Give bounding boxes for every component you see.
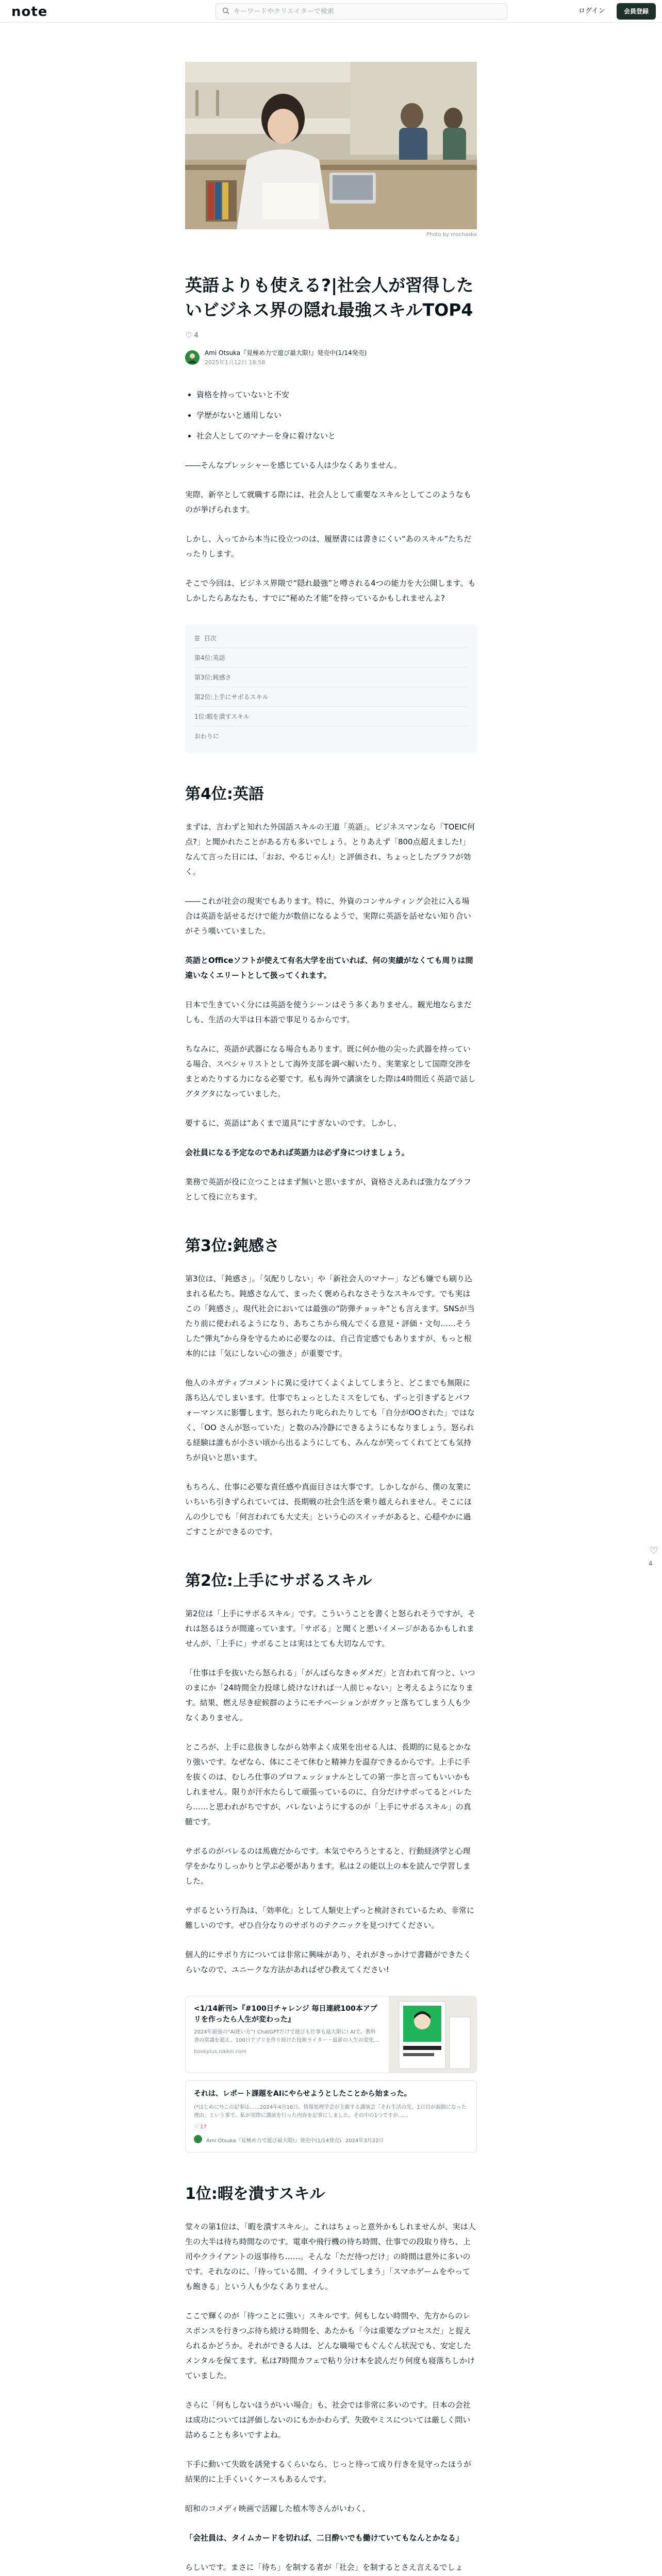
publish-date: 2025年1月12日 18:58 <box>205 359 266 366</box>
article-meta <box>185 331 477 340</box>
embed-card-desc: (*はじめに*)この記事は……2024年4月16日、情報処理学会が主催する講演会「それ生活の先、1日目が面倒になった理由」という事で、私が実際に講演を行った内容を記事にしました。その中の1つですが…… <box>194 2105 467 2119</box>
link-card-title[interactable]: <1/14新刊>『#100日チャレンジ 毎日連続100本アプリを作ったら人生が変わった』 <box>194 2005 377 2024</box>
paragraph: もちろん、仕事に必要な責任感や真面目さは大事です。しかしながら、僕の友業にいちいち引きずられていては、長期戦の社会生活を乗り越えられません。そこにほんの少しでも「何言われても大丈夫」という心のスイッチがあると、心穏やかに過ごすことができるのです。 <box>185 1482 472 1536</box>
like-button[interactable] <box>185 331 198 340</box>
paragraph: ところが、上手に息抜きしながら効率よく成果を出せる人は、長期的に見るとかなり強いです。なぜなら、体にこそて休むと精神力を温存できるからです。上手に手を抜くのは、むしろ仕事のプロフェッショナルとしての第一歩と言ってもいいかもしれません。限りが汗水たらして頑張っているのに、自分だけサボってるとバレたら……と思われがちですが、バレないようにするのが「上手にサボるスキル」の真髄です。 <box>185 1742 472 1826</box>
search-icon <box>222 7 229 16</box>
section-heading: 第2位:上手にサボるスキル <box>185 1572 372 1590</box>
author-name[interactable]: Ami Otsuka『見極め力で遊び最大限!』発売中(1/14発売) <box>205 349 367 357</box>
side-actions <box>650 1546 658 1556</box>
article-body <box>185 387 477 2576</box>
embed-card[interactable] <box>185 2080 477 2153</box>
link-card[interactable] <box>185 1996 477 2073</box>
paragraph: 日本で生きていく分には英語を使うシーンはそう多くありません。観光地ならまだしも、生活の大半は日本語で事足りるからです。 <box>185 1000 472 1024</box>
paragraph: ちなみに、英語が武器になる場合もあります。既に何か他の尖った武器を持っている場合、スペシャリストとして海外支部を調べ解いたり、実業家として国際交渉をまとめたりする力になる必要です。私も海外で講演をした際は4時間近く英語で話しグタグタになっていました。 <box>185 1044 476 1098</box>
bold-text: 英語とOfficeソフトが使えて有名大学を出ていれば、何の実績がなくても周りは間違いなくエリートとして扱ってくれます。 <box>185 956 473 980</box>
hero-image <box>185 62 477 229</box>
heart-icon: ♡ <box>185 331 192 340</box>
link-card-url: bookplus.nikkei.com <box>194 2049 247 2055</box>
link-card-desc: 2024年最強の“AI使い方”! ChatGPTだけで遊びも仕事も最大限に! AIで、教科書の常識を超え、100日アプリを作り続けた技術ライター・最新の人生の変化... <box>194 2029 379 2043</box>
paragraph: ――これが社会の現実でもあります。特に、外資のコンサルティング会社に入る場合は英語を話せるだけで能力が数倍になるようで、実際に英語を話せない知り合いがそう嘆いていました。 <box>185 896 471 936</box>
paragraph: 要するに、英語は“あくまで道具”にすぎないのです。しかし、 <box>185 1118 402 1128</box>
like-count: 4 <box>194 331 198 340</box>
paragraph: まずは、言わずと知れた外国語スキルの王道「英語」。ビジネスマンなら「TOEIC何点?」と聞かれたことがある方も多いでしょう。とりあえず「800点超えました!」なんて言った日には、「おお、やるじゃん!」と評価され、ちょっとしたブラフが効く。 <box>185 822 475 876</box>
paragraph: さらに「何もしないほうがいい場合」も、社会では非常に多いのです。日本の会社は成功については評価しないのにもかかわらず、失敗やミスについては厳しく問い詰めることも多いですよね。 <box>185 2400 471 2439</box>
list-item: • 学歴がないと通用しない <box>196 408 477 423</box>
paragraph: らしいです。まさに「待ち」を制する者が「社会」を制するとさえ言えるでしょ <box>185 2563 463 2572</box>
list-item: • 社会人としてのマナーを身に着けないと <box>196 428 477 444</box>
paragraph: 実際、新卒として就職する際には、社会人として重要なスキルとしてこのようなものが挙げられます。 <box>185 490 471 514</box>
paragraph: そこで今回は、ビジネス界隈で“隠れ最強”と噂される4つの能力を大公開します。もしかしたらあなたも、すでに“秘めた才能”を持っているかもしれませんよ? <box>185 579 476 603</box>
toc-toggle[interactable] <box>194 632 468 648</box>
embed-card-likes: ♡ 17 <box>194 2124 207 2130</box>
side-like-button[interactable] <box>650 1546 658 1556</box>
paragraph: ――そんなプレッシャーを感じている人は少なくありません。 <box>185 461 402 470</box>
author-row[interactable] <box>185 348 477 366</box>
embed-card-footer <box>194 2135 468 2145</box>
paragraph: 昭和のコメディ映画で活躍した植木等さんがいわく、 <box>185 2504 370 2513</box>
toc-item[interactable]: 第2位:上手にサボるスキル <box>194 687 468 706</box>
note-logo[interactable]: note <box>11 4 48 20</box>
avatar <box>194 2135 202 2145</box>
bold-text: 会社員になる予定なのであれば英語力は必ず身につけましょう。 <box>185 1148 409 1157</box>
pressure-list <box>185 387 477 444</box>
side-like-count: 4 <box>649 1560 653 1567</box>
site-header <box>0 0 662 23</box>
embed-card-date: 2024年3月22日 <box>345 2138 384 2144</box>
paragraph: 他人のネガティブコメントに異に受けてくよくよしてしまうと、どこまでも無限に落ち込んでしまいます。仕事でちょっとしたミスをしても、ずっと引きずるとパフォーマンスに影響します。怒られたり叱られたりしても「自分がOOされた」ではなく、「OO さんが怒っていた」と数のみ冷静にできるようにもなりましょう。怒られる経験は誰もが小さい頃から出るようにしても、みんなが笑ってくれてとても気持ちが良いと思います。 <box>185 1378 475 1462</box>
side-like-count-wrap <box>649 1558 653 1568</box>
paragraph: サボるのがバレるのは馬鹿だからです。本気でやろうとすると、行動経済学と心理学をかなりしっかりと学ぶ必要があります。私は２の能以上の本を読んで学習しました。 <box>185 1846 471 1886</box>
embed-card-title[interactable]: それは、レポート課題をAIにやらせようとしたことから始まった。 <box>194 2090 411 2098</box>
register-button[interactable]: 会員登録 <box>617 3 656 20</box>
paragraph: 業務で英語が役に立つことはまず無いと思いますが、資格さえあれば強力なブラフとして役に立ちます。 <box>185 1177 472 1201</box>
paragraph <box>185 953 477 983</box>
list-item: • 資格を持っていないと不安 <box>196 387 477 402</box>
paragraph: 「仕事は手を抜いたら怒られる」「がんばらなきゃダメだ」と言われて育つと、いつのまにか「24時間全力投球し続けなければ一人前じゃない」と考えるようになります。結果、燃え尽き症候群のようにモチベーションがガクッと落ちてしまう人も少なくありません。 <box>185 1668 475 1722</box>
article-title: 英語よりも使える?|社会人が習得したいビジネス界の隠れ最強スキルTOP4 <box>185 275 474 320</box>
paragraph: ここで輝くのが「待つことに強い」スキルです。何もしない時間や、先方からのレスポンスを行きつぶ待ち続ける時間を、あたかも「今は重要なプロセスだ」と捉えられるかどうか。それができる人は、どんな職場でもぐんぐん状況でも、安定したメンタルを保てます。私は7時間カフェで粘り分け本を読んだり何度も寝落ちしかけていました。 <box>185 2311 475 2380</box>
section-heading: 第3位:鈍感さ <box>185 1237 279 1255</box>
list-icon: ☰ <box>194 634 200 642</box>
paragraph: 堂々の第1位は、「暇を潰すスキル」。これはちょっと意外かもしれませんが、実は人生の大半は待ち時間なのです。電車や飛行機の待ち時間、仕事での段取り待ち、上司やクライアントの返事待ち……。そんな「ただ待つだけ」の時間は意外に多いのです。それなのに、「待っている間、イライラしてしまう」「スマホゲームをやっても飽きる」という人も少なくありません。 <box>185 2222 476 2291</box>
book-cover-image <box>389 1996 476 2073</box>
article <box>185 273 477 2576</box>
toc-head-label: 目次 <box>204 635 217 642</box>
toc-item[interactable]: おわりに <box>194 726 468 745</box>
paragraph: 第3位は、「鈍感さ」。「気配りしない」や「新社会人のマナー」なども嫌でも刷り込まれる私たち。鈍感さなんて、まったく褒められなさそうなスキルです。でも実はこの「鈍感さ」、現代社会においては最強の“防弾チョッキ”とも言えます。SNSが当たり前に使われるようになり、あちこちから飛んでくる意見・評価・文句……そうした“弾丸”から身を守るために必要なのは、自己肯定感でもありますが、もっと根本的には「気にしない心の強さ」が重要です。 <box>185 1274 475 1358</box>
search-input[interactable] <box>234 8 491 15</box>
paragraph: しかし、入ってから本当に役立つのは、履歴書には書きにくい“あのスキル”たちだったりします。 <box>185 534 472 558</box>
toc-item[interactable]: 第4位:英語 <box>194 648 468 667</box>
paragraph <box>185 2531 477 2546</box>
avatar[interactable] <box>185 350 200 365</box>
login-link[interactable]: ログイン <box>578 7 605 15</box>
paragraph: 下手に動いて失敗を誘発するくらいなら、じっと待って成り行きを見守ったほうが結果的に上手くいくケースもあるんです。 <box>185 2460 472 2484</box>
paragraph <box>185 1145 477 1160</box>
paragraph: 第2位は「上手にサボるスキル」です。こういうことを書くと怒られそうですが、それは怒るほうが間違っています。「サボる」と聞くと悪いイメージがあるかもしれませんが、「上手に」サボることは実はとても大切なんです。 <box>185 1609 476 1648</box>
photo-credit: Photo by mochaska <box>426 232 477 238</box>
heart-icon: ♡ <box>650 1546 658 1556</box>
toc-item[interactable]: 1位:暇を潰すスキル <box>194 706 468 726</box>
table-of-contents <box>185 624 477 753</box>
paragraph: 個人的にサボり方については非常に興味があり、それがきっかけで書籍ができたくらいなので、ユニークな方法があればぜひ教えてください! <box>185 1950 471 1974</box>
search-box[interactable] <box>216 3 507 20</box>
section-heading: 第4位:英語 <box>185 785 264 803</box>
embed-card-author: Ami Otsuka『見極め力で遊び最大限!』発売中(1/14発売) <box>206 2138 341 2144</box>
bold-text: 「会社員は、タイムカードを切れば、二日酔いでも働けていてもなんとかなる」 <box>185 2533 464 2543</box>
toc-item[interactable]: 第3位:鈍感さ <box>194 667 468 687</box>
section-heading: 1位:暇を潰すスキル <box>185 2185 325 2203</box>
paragraph: サボるという行為は、「効率化」として人類史上ずっと検討されているため、非常に難しいのです。ぜひ自分なりのサボりのテクニックを見つけてください。 <box>185 1906 475 1930</box>
